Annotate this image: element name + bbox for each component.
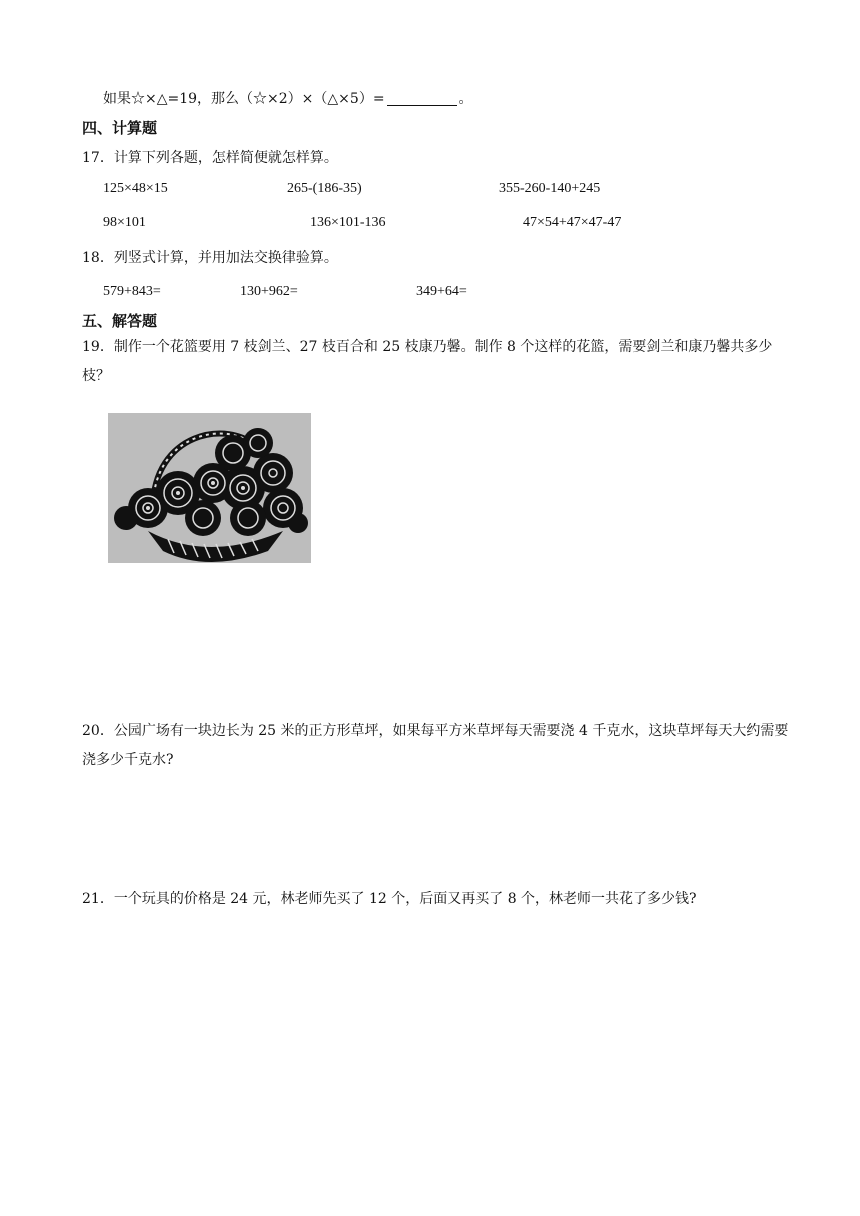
answer-blank[interactable] — [387, 91, 457, 106]
expression-17-5: 136×101-136 — [310, 215, 386, 230]
fill-in-question — [103, 89, 473, 109]
section-heading-calculation: 四、计算题 — [82, 119, 158, 137]
section-heading-word-problems: 五、解答题 — [82, 312, 158, 330]
question-17-text: 17．计算下列各题，怎样简便就怎样算。 — [82, 150, 338, 166]
flower-basket-illustration — [108, 413, 311, 563]
fill-in-prefix: 如果☆×△=19，那么（☆×2）×（△×5）= — [103, 91, 385, 107]
flower-basket-image — [108, 413, 311, 563]
expression-17-3: 355-260-140+245 — [499, 181, 601, 196]
question-18-text: 18．列竖式计算，并用加法交换律验算。 — [82, 250, 338, 266]
question-21-text: 21．一个玩具的价格是 24 元，林老师先买了 12 个，后面又再买了 8 个，林老师一共花了多少钱? — [82, 891, 697, 907]
fill-in-suffix: 。 — [458, 91, 473, 107]
expression-18-1: 579+843= — [103, 284, 161, 299]
question-20-text: 20．公园广场有一块边长为 25 米的正方形草坪，如果每平方米草坪每天需要浇 4 千克水，这块草坪每天大约需要浇多少千克水? — [82, 723, 789, 768]
question-19-text: 19．制作一个花篮要用 7 枝剑兰、27 枝百合和 25 枝康乃馨。制作 8 个这样的花篮，需要剑兰和康乃馨共多少枝？ — [82, 339, 773, 384]
expression-18-3: 349+64= — [416, 284, 467, 299]
expression-17-4: 98×101 — [103, 215, 146, 230]
expression-17-6: 47×54+47×47-47 — [523, 215, 622, 230]
expression-18-2: 130+962= — [240, 284, 298, 299]
expression-17-1: 125×48×15 — [103, 181, 168, 196]
expression-17-2: 265-(186-35) — [287, 181, 362, 196]
